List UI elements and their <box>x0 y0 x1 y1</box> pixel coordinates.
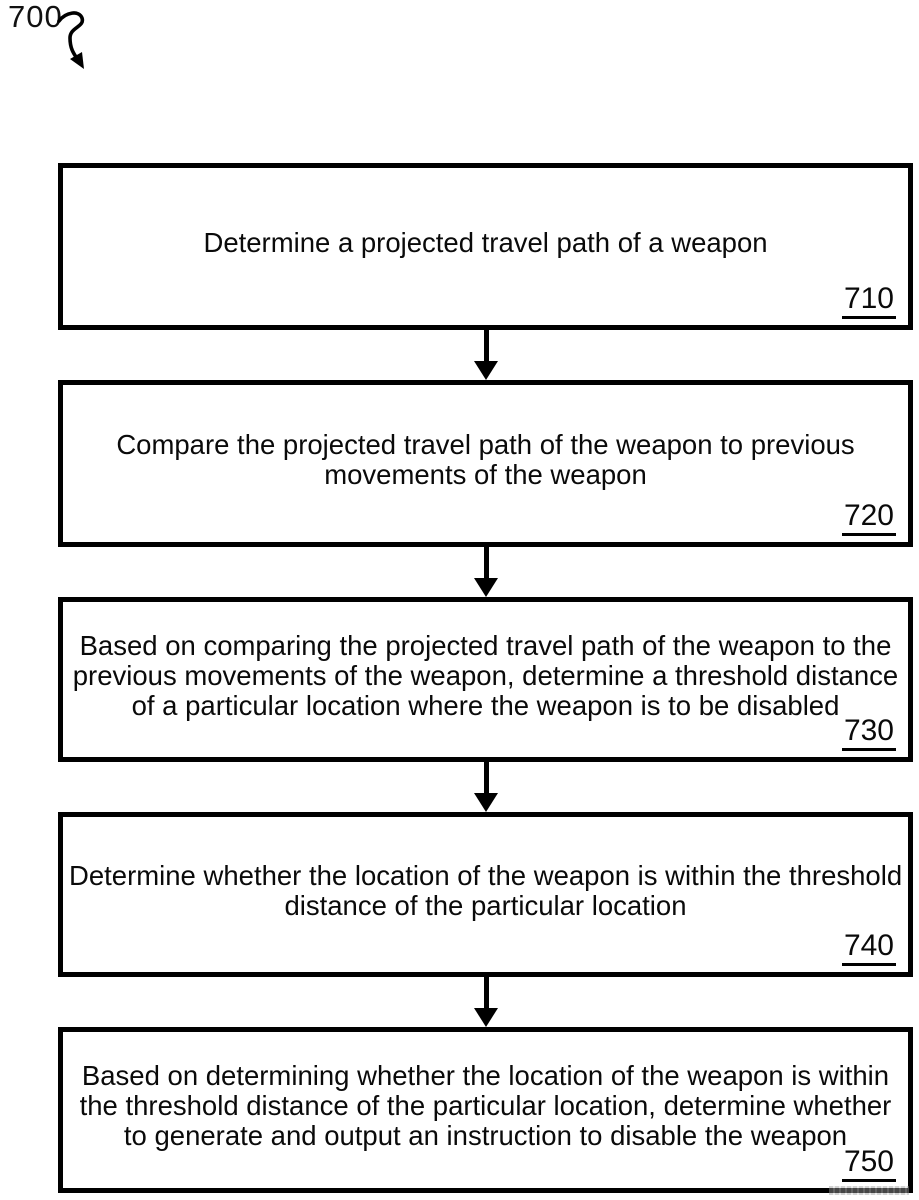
flow-step-710-text <box>63 228 908 258</box>
arrow-shaft <box>484 762 489 793</box>
down-arrow-icon <box>474 762 498 812</box>
flow-step-710-ref: 710 <box>842 284 896 319</box>
text-line: Based on comparing the projected travel path of the weapon to the <box>79 629 892 661</box>
flow-step-720-ref: 720 <box>842 501 896 536</box>
flow-step-750-ref: 750 <box>842 1147 896 1182</box>
flow-step-750-text <box>63 1061 908 1151</box>
flow-step-750 <box>58 1027 913 1193</box>
arrow-head <box>474 1008 498 1027</box>
flow-step-720-text <box>63 430 908 490</box>
arrow-head <box>474 793 498 812</box>
arrow-shaft <box>484 330 489 361</box>
down-arrow-icon <box>474 977 498 1027</box>
text-line: movements of the weapon <box>324 458 647 490</box>
text-line: Determine whether the location of the weapon is within the threshold <box>69 859 903 891</box>
flow-step-710 <box>58 163 913 330</box>
flow-step-730 <box>58 597 913 762</box>
flow-step-740-ref: 740 <box>842 931 896 966</box>
flow-step-730-ref: 730 <box>842 716 896 751</box>
watermark <box>829 1186 909 1195</box>
arrow-head <box>474 361 498 380</box>
flow-step-740-text <box>63 861 908 921</box>
text-line: Determine a projected travel path of a weapon <box>203 226 768 258</box>
arrow-head <box>474 578 498 597</box>
text-line: of a particular location where the weapon is to be disabled <box>131 689 840 721</box>
figure-pointer-arrow-icon <box>57 8 97 72</box>
text-line: the threshold distance of the particular location, determine whether <box>79 1090 892 1121</box>
text-line: Based on determining whether the location of the weapon is within <box>81 1060 890 1091</box>
figure-label: 700 <box>8 0 63 34</box>
arrow-shaft <box>484 547 489 578</box>
flow-step-740 <box>58 812 913 977</box>
text-line: previous movements of the weapon, determine a threshold distance <box>72 659 899 691</box>
down-arrow-icon <box>474 547 498 597</box>
flow-step-720 <box>58 380 913 547</box>
text-line: distance of the particular location <box>284 889 687 921</box>
flow-step-730-text <box>63 631 908 721</box>
text-line: Compare the projected travel path of the weapon to previous <box>116 428 855 460</box>
arrow-shaft <box>484 977 489 1008</box>
text-line: to generate and output an instruction to disable the weapon <box>123 1120 848 1151</box>
down-arrow-icon <box>474 330 498 380</box>
